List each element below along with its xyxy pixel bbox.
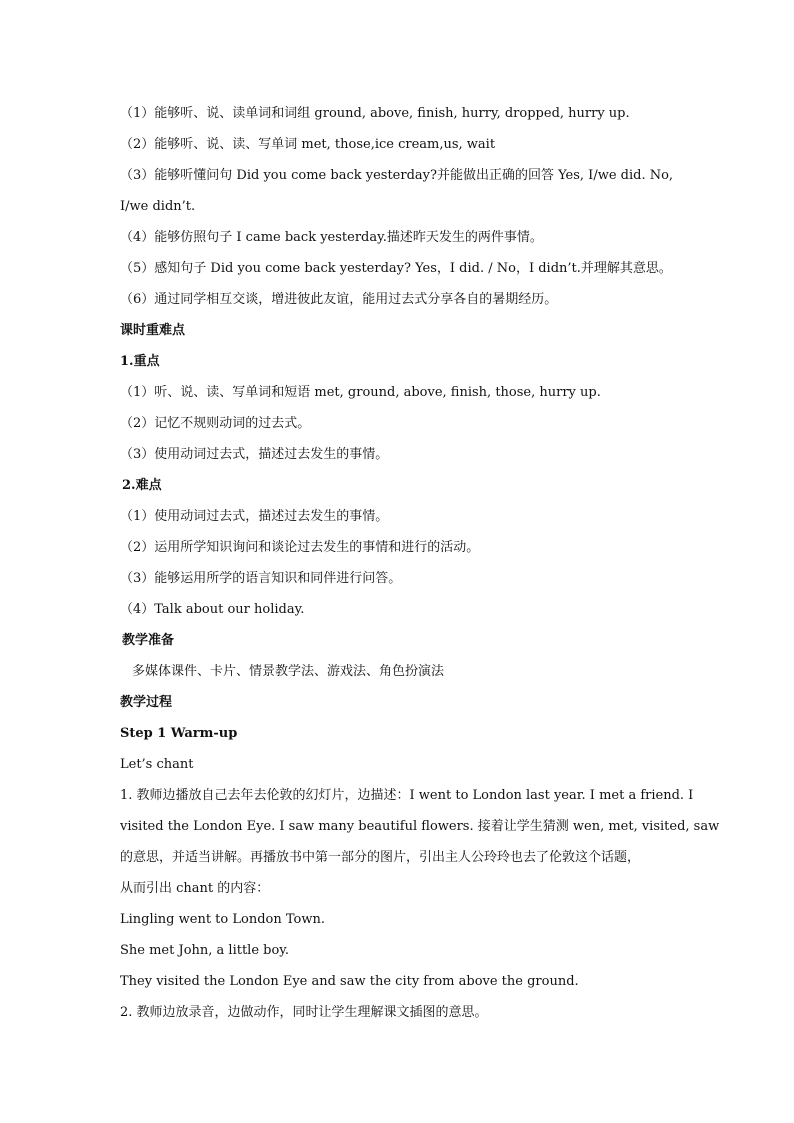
key-point-2: （2）记忆不规则动词的过去式。 (120, 416, 311, 431)
objective-3: （3）能够听懂问句 Did you come back yesterday?并能做出正确的回答 Yes, I/we did. No, (120, 168, 674, 183)
objective-4: （4）能够仿照句子 I came back yesterday.描述昨天发生的两件事情。 (120, 230, 543, 245)
objective-1: （1）能够听、说、读单词和词组 ground, above, finish, hurry, dropped, hurry up. (120, 106, 630, 121)
step1-item2: 2. 教师边放录音，边做动作，同时让学生理解课文插图的意思。 (120, 1005, 488, 1020)
objectives-list (120, 98, 676, 315)
objective-2: （2）能够听、说、读、写单词 met, those,ice cream,us, wait (120, 137, 496, 152)
difficult-point-3: （3）能够运用所学的语言知识和同伴进行问答。 (120, 571, 402, 586)
step1-item1-line-2: visited the London Eye. I saw many beautiful flowers. 接着让学生猜测 wen, met, visited, saw (120, 819, 720, 834)
key-difficult-heading: 课时重难点 (120, 323, 186, 338)
step1-item1 (120, 780, 720, 904)
chant-lines (120, 904, 676, 997)
key-point-3: （3）使用动词过去式，描述过去发生的事情。 (120, 447, 389, 462)
objective-5: （5）感知句子 Did you come back yesterday? Yes，I did. / No，I didn’t.并理解其意思。 (120, 261, 672, 276)
step1-heading: Step 1 Warm-up (120, 726, 238, 741)
preparation-heading: 教学准备 (122, 633, 175, 648)
lets-chant-label: Let’s chant (120, 757, 194, 772)
objective-6: （6）通过同学相互交谈，增进彼此友谊，能用过去式分享各自的暑期经历。 (120, 292, 558, 307)
chant-line-2: She met John, a little boy. (120, 943, 290, 958)
chant-line-3: They visited the London Eye and saw the city from above the ground. (120, 974, 579, 989)
chant-line-1: Lingling went to London Town. (120, 912, 325, 927)
difficult-point-1: （1）使用动词过去式，描述过去发生的事情。 (120, 509, 389, 524)
document-page (120, 98, 720, 1028)
difficult-heading: 2.难点 (122, 478, 162, 493)
difficult-point-2: （2）运用所学知识询问和谈论过去发生的事情和进行的活动。 (120, 540, 480, 555)
key-points-list (120, 377, 676, 470)
step1-item1-line-4: 从而引出 chant 的内容： (120, 881, 270, 896)
objective-3-continued: I/we didn’t. (120, 199, 196, 214)
difficult-points-list (120, 501, 676, 625)
process-heading: 教学过程 (120, 695, 173, 710)
key-points-heading: 1.重点 (120, 354, 160, 369)
difficult-point-4: （4）Talk about our holiday. (120, 602, 305, 617)
step1-item1-line-3: 的意思，并适当讲解。再播放书中第一部分的图片，引出主人公玲玲也去了伦敦这个话题， (120, 850, 641, 865)
key-point-1: （1）听、说、读、写单词和短语 met, ground, above, finish, those, hurry up. (120, 385, 601, 400)
preparation-text: 多媒体课件、卡片、情景教学法、游戏法、角色扮演法 (132, 664, 445, 679)
step1-item1-line-1: 1. 教师边播放自己去年去伦敦的幻灯片，边描述：I went to London last year. I met a friend. I (120, 788, 694, 803)
